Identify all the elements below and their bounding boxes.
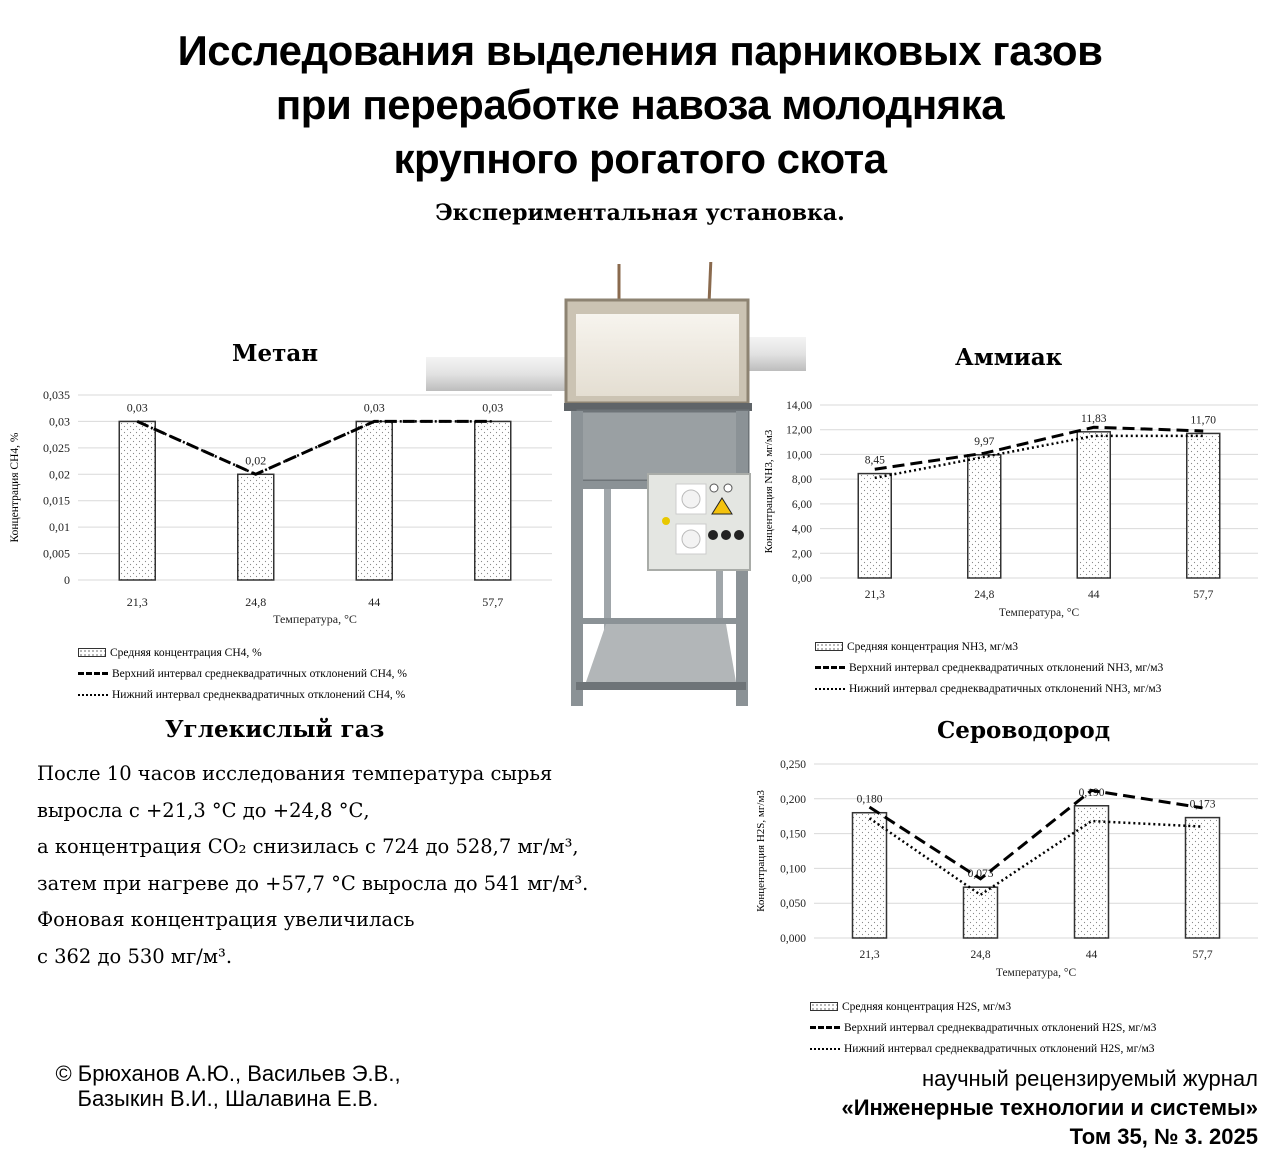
authors-line-2: Базыкин В.И., Шалавина Е.В. — [77, 1086, 379, 1111]
lower-interval-line — [870, 818, 1203, 895]
dashed-line-icon — [810, 1026, 840, 1029]
y-tick-label: 0,02 — [49, 467, 70, 482]
title-line-2: при переработке навоза молодняка — [275, 81, 1005, 128]
y-axis-label: Концентрация H2S, мг/м3 — [755, 790, 767, 912]
bar — [853, 813, 887, 938]
y-tick-label: 0,035 — [43, 388, 70, 402]
dashed-line-icon — [815, 666, 845, 669]
y-tick-label: 0,150 — [780, 828, 806, 841]
bar-swatch-icon — [810, 1002, 838, 1011]
title-line-3: крупного рогатого скота — [393, 135, 887, 182]
dotted-line-icon — [810, 1048, 840, 1050]
bar-value-label: 11,70 — [1190, 414, 1216, 427]
hydrogen-sulfide-chart — [750, 750, 1260, 990]
x-tick-label: 24,8 — [245, 595, 267, 609]
page-title — [0, 24, 1280, 186]
co2-line-2: выросла с +21,3 °С до +24,8 °С, — [37, 798, 370, 822]
x-axis-label: Температура, °C — [998, 607, 1080, 619]
experimental-setup-photo — [426, 262, 806, 717]
journal-type: научный рецензируемый журнал — [921, 1066, 1258, 1091]
bar-value-label: 9,97 — [974, 435, 995, 448]
legend-item-mean: Средняя концентрация CH4, % — [78, 642, 407, 663]
y-tick-label: 0,01 — [49, 520, 70, 535]
y-tick-label: 0,000 — [780, 933, 806, 945]
y-tick-label: 0,100 — [780, 863, 806, 876]
bar — [119, 421, 155, 580]
dotted-line-icon — [78, 694, 108, 696]
y-tick-label: 0,00 — [791, 573, 812, 585]
bar — [1077, 432, 1110, 578]
x-tick-label: 21,3 — [864, 589, 885, 601]
y-tick-label: 12,00 — [786, 424, 812, 437]
co2-line-4: затем при нагреве до +57,7 °С выросла до 541 мг/м³. — [37, 871, 589, 895]
chart-title-hydrogen-sulfide: Сероводород — [937, 717, 1111, 744]
bar — [964, 887, 998, 938]
x-tick-label: 57,7 — [1193, 589, 1214, 601]
x-tick-label: 44 — [1088, 589, 1100, 601]
co2-description — [37, 756, 588, 975]
dashed-line-icon — [78, 672, 108, 675]
bar — [858, 474, 891, 578]
legend-item-mean: Средняя концентрация H2S, мг/м3 — [810, 996, 1156, 1017]
x-axis-label: Температура, °C — [273, 612, 357, 626]
y-tick-label: 0,015 — [43, 493, 70, 508]
bar-value-label: 0,03 — [363, 400, 385, 415]
y-tick-label: 0,250 — [780, 759, 806, 771]
authors-credit — [18, 1061, 438, 1111]
legend-item-lower: Нижний интервал среднеквадратичных отклонений NH3, мг/м3 — [815, 678, 1163, 699]
co2-section-title: Углекислый газ — [165, 716, 385, 743]
journal-issue: Том 35, № 3. 2025 — [1069, 1124, 1258, 1149]
x-tick-label: 24,8 — [970, 949, 991, 961]
x-tick-label: 44 — [1085, 949, 1098, 961]
x-tick-label: 57,7 — [482, 595, 504, 609]
authors-line-1: © Брюханов А.Ю., Васильев Э.В., — [55, 1061, 401, 1086]
bar-value-label: 8,45 — [864, 454, 885, 467]
methane-legend — [78, 642, 407, 705]
legend-item-upper: Верхний интервал среднеквадратичных отклонений CH4, % — [78, 663, 407, 684]
dotted-line-icon — [815, 688, 845, 690]
journal-name: «Инженерные технологии и системы» — [841, 1095, 1258, 1120]
y-tick-label: 2,00 — [791, 548, 812, 561]
legend-item-upper: Верхний интервал среднеквадратичных отклонений H2S, мг/м3 — [810, 1017, 1156, 1038]
y-tick-label: 0,050 — [780, 898, 806, 911]
title-line-1: Исследования выделения парниковых газов — [177, 27, 1103, 74]
y-tick-label: 6,00 — [791, 498, 812, 511]
x-tick-label: 57,7 — [1192, 949, 1213, 961]
bar-value-label: 0,173 — [1189, 798, 1216, 811]
y-axis-label: Концентрация CH4, % — [9, 432, 21, 543]
bar — [356, 421, 392, 580]
bar — [1187, 433, 1220, 578]
bar — [968, 455, 1001, 578]
journal-info — [842, 1064, 1259, 1151]
y-tick-label: 8,00 — [791, 474, 812, 487]
bar — [1075, 806, 1109, 938]
y-axis-label: Концентрация NH3, мг/м3 — [763, 429, 775, 554]
legend-item-lower: Нижний интервал среднеквадратичных отклонений H2S, мг/м3 — [810, 1038, 1156, 1059]
y-tick-label: 0,025 — [43, 440, 70, 455]
x-tick-label: 21,3 — [859, 949, 880, 961]
legend-item-upper: Верхний интервал среднеквадратичных отклонений NH3, мг/м3 — [815, 657, 1163, 678]
bar — [238, 474, 274, 580]
lower-interval-line — [875, 436, 1204, 478]
bar-value-label: 0,190 — [1078, 786, 1105, 799]
bar-value-label: 0,180 — [856, 793, 883, 806]
x-tick-label: 44 — [368, 595, 381, 609]
y-tick-label: 4,00 — [791, 523, 812, 536]
x-tick-label: 21,3 — [126, 595, 148, 609]
co2-line-5: Фоновая концентрация увеличилась — [37, 908, 415, 931]
x-axis-label: Температура, °C — [995, 967, 1077, 979]
co2-line-6: с 362 до 530 мг/м³. — [37, 944, 233, 968]
hydrogen-sulfide-legend — [810, 996, 1156, 1059]
x-tick-label: 24,8 — [974, 589, 995, 601]
ammonia-legend — [815, 636, 1163, 699]
bar — [1186, 818, 1220, 938]
y-tick-label: 0,03 — [49, 414, 70, 429]
chart-title-ammonia: Аммиак — [955, 344, 1063, 371]
y-tick-label: 10,00 — [786, 449, 812, 462]
ammonia-chart — [758, 390, 1260, 630]
bar-value-label: 0,073 — [967, 868, 994, 881]
bar-swatch-icon — [815, 642, 843, 651]
co2-line-1: После 10 часов исследования температура сырья — [37, 762, 553, 785]
y-tick-label: 14,00 — [786, 400, 812, 412]
legend-item-lower: Нижний интервал среднеквадратичных отклонений CH4, % — [78, 684, 407, 705]
bar-value-label: 0,02 — [245, 453, 267, 468]
y-tick-label: 0,200 — [780, 793, 806, 806]
co2-line-3: а концентрация CO₂ снизилась с 724 до 528,7 мг/м³, — [37, 835, 579, 858]
bar-value-label: 0,03 — [126, 400, 148, 415]
bar-value-label: 0,03 — [482, 400, 504, 415]
y-tick-label: 0,005 — [43, 546, 70, 561]
bar-value-label: 11,83 — [1081, 412, 1107, 425]
upper-interval-line — [870, 790, 1203, 881]
chart-title-methane: Метан — [232, 340, 319, 367]
y-tick-label: 0 — [64, 573, 70, 587]
upper-interval-line — [875, 427, 1204, 469]
bar-swatch-icon — [78, 648, 106, 657]
page-subtitle: Экспериментальная установка. — [435, 200, 845, 226]
legend-item-mean: Средняя концентрация NH3, мг/м3 — [815, 636, 1163, 657]
